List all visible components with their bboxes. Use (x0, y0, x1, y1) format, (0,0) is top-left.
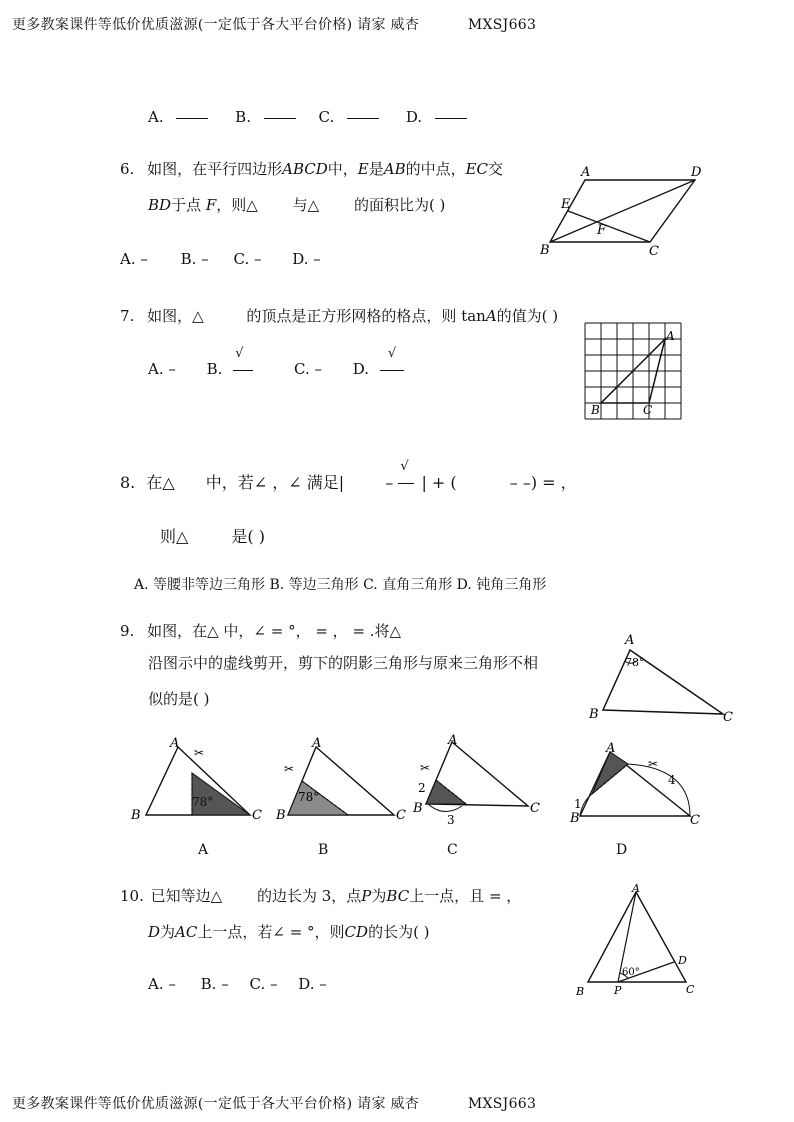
q7-text: 如图，△ (147, 307, 204, 325)
q7-text: 的顶点是正方形网格的格点，则 tan (246, 307, 486, 325)
side-label-1: 1 (574, 797, 582, 811)
q8-line2 (160, 524, 265, 547)
q9-line1 (120, 620, 401, 641)
q6-ab: AB (383, 160, 406, 178)
scissors-icon: ✂ (284, 762, 295, 776)
q8-options-text: A. 等腰非等边三角形 B. 等边三角形 C. 直角三角形 D. 钝角三角形 (134, 577, 547, 593)
fraction (398, 459, 416, 492)
option-b: B. – (180, 250, 209, 268)
q6-line2 (148, 194, 445, 215)
label-b: B (276, 808, 286, 823)
q6-text: 是 (368, 160, 384, 178)
q6-text: 于点 (171, 196, 202, 214)
label-a: A (312, 736, 322, 751)
shaded-triangle (592, 752, 628, 794)
option-c: C. – (294, 360, 322, 378)
label-a: A (606, 741, 616, 756)
q10-line2 (148, 921, 430, 942)
footer-code: MXSJ663 (467, 1096, 537, 1112)
blank-line (435, 118, 467, 119)
q6-text: 交 (488, 160, 504, 178)
option-a: A. – (148, 360, 176, 378)
side-label-2: 2 (418, 781, 426, 795)
label-c: C (643, 403, 653, 417)
label-d: D (691, 165, 702, 180)
q6-text: 的中点， (405, 160, 466, 178)
option-b: B. (206, 360, 223, 378)
header-text: 更多教案课件等低价优质滋源(一定低于各大平台价格) 请家 威杏 (12, 17, 420, 33)
label-b: B (413, 801, 423, 816)
q10-text: 为 (160, 923, 176, 941)
label-b: B (540, 243, 550, 258)
scissors-icon: ✂ (194, 746, 205, 760)
label-c: C (530, 801, 540, 816)
shaded-triangle (426, 780, 466, 804)
option-d: D. – (292, 250, 321, 268)
fraction (233, 346, 255, 378)
q10-ac: AC (175, 923, 198, 941)
option-b: B. – (200, 975, 229, 993)
option-d: D. (352, 360, 370, 378)
header-code: MXSJ663 (467, 17, 537, 33)
q9-main-triangle-figure (585, 628, 745, 728)
label-e: E (561, 197, 571, 212)
blank-line (347, 118, 379, 119)
q10-text: 为 (371, 887, 387, 905)
q9-caption-a: A (198, 842, 209, 858)
q10-text: 上一点，且 = ， (409, 887, 522, 905)
q5-options (148, 108, 467, 126)
q10-text: 上一点，若∠ = °，则 (197, 923, 345, 941)
triangle-abc (603, 650, 723, 714)
fraction-bar (398, 483, 414, 484)
q8-text: – –) = ， (509, 473, 577, 492)
label-b: B (576, 985, 585, 998)
q10-text: 已知等边△ (150, 887, 223, 905)
label-b: B (570, 811, 580, 826)
angle-label: 60° (622, 967, 640, 978)
option-d: D. (405, 108, 423, 126)
q9-caption-d: D (616, 842, 628, 858)
q6-abcd: ABCD (282, 160, 328, 178)
q10-bc: BC (386, 887, 410, 905)
q7-grid-figure (580, 318, 690, 426)
option-c: C. – (249, 975, 278, 993)
option-a: A. (148, 108, 164, 126)
label-c: C (252, 808, 262, 823)
label-a: A (581, 165, 591, 180)
blank-line (176, 118, 208, 119)
q9-option-b-figure (276, 735, 416, 830)
sqrt-sign: √ (235, 346, 244, 361)
q6-text: 与△ (292, 196, 320, 214)
q9-text: 如图，在△ 中，∠ = °， = ， = .将△ (147, 622, 402, 640)
q9-line3 (148, 688, 209, 709)
q10-options (148, 975, 327, 993)
q6-options (120, 250, 321, 268)
q6-text: 中， (327, 160, 358, 178)
q10-p: P (361, 887, 372, 905)
label-a: A (625, 633, 635, 648)
q10-equilateral-figure (570, 880, 710, 998)
q8-text: 则△ (160, 527, 189, 546)
side-label-3: 3 (447, 813, 455, 827)
q6-line1 (120, 158, 503, 179)
question-number: 8. (120, 473, 136, 492)
label-c: C (686, 983, 695, 996)
q8-text: – (385, 473, 394, 492)
q10-cd: CD (344, 923, 369, 941)
q8-text: 在△ (146, 473, 175, 492)
label-f: F (597, 223, 607, 238)
label-a: A (632, 882, 640, 895)
label-a: A (666, 329, 675, 343)
option-c: C. – (233, 250, 262, 268)
q6-text: 的面积比为( ) (353, 196, 446, 214)
option-a: A. – (148, 975, 176, 993)
option-a: A. – (120, 250, 148, 268)
q9-caption-c: C (447, 842, 458, 858)
q8-text: 是( ) (231, 527, 265, 546)
label-b: B (591, 403, 600, 417)
q9-option-a-figure (128, 735, 268, 830)
q6-f: F (205, 196, 217, 214)
q9-line2 (148, 652, 538, 673)
q9-option-d-figure (566, 738, 716, 833)
fraction-bar (233, 370, 253, 371)
label-c: C (649, 244, 659, 259)
label-c: C (396, 808, 406, 823)
q9-caption-b: B (318, 842, 329, 858)
label-b: B (589, 707, 599, 722)
angle-label: 78° (298, 790, 320, 804)
q9-text: 沿图示中的虚线剪开，剪下的阴影三角形与原来三角形不相 (148, 654, 539, 672)
fraction (380, 346, 406, 378)
q10-text: 的长为( ) (368, 923, 430, 941)
q7-line1 (120, 305, 558, 326)
sqrt-sign: √ (387, 346, 397, 361)
fraction-bar (380, 370, 404, 371)
q10-d: D (148, 923, 161, 941)
scissors-icon: ✂ (420, 761, 431, 775)
question-number: 6. (120, 160, 135, 178)
label-d: D (678, 954, 687, 967)
q10-line1 (120, 885, 521, 906)
question-number: 9. (120, 622, 135, 640)
footer-text: 更多教案课件等低价优质滋源(一定低于各大平台价格) 请家 威杏 (12, 1096, 420, 1112)
q8-text: 中，若∠ ，∠ 满足| (205, 473, 345, 492)
q6-e: E (357, 160, 369, 178)
q6-text: ，则△ (216, 196, 258, 214)
q6-parallelogram-figure (535, 162, 710, 262)
label-a: A (448, 733, 458, 748)
sqrt-sign: √ (400, 459, 409, 474)
page-footer (12, 1093, 536, 1113)
q7-options (148, 346, 406, 378)
angle-label: 78° (625, 656, 645, 669)
label-b: B (131, 808, 141, 823)
label-c: C (723, 710, 733, 725)
q9-option-c-figure (410, 732, 550, 832)
option-c: C. (318, 108, 335, 126)
page-header (12, 14, 536, 34)
q6-text: 如图，在平行四边形 (147, 160, 283, 178)
q7-a: A (485, 307, 497, 325)
q6-ec: EC (465, 160, 489, 178)
q9-text: 似的是( ) (148, 690, 210, 708)
label-c: C (690, 813, 700, 828)
label-a: A (170, 736, 180, 751)
q6-bd: BD (148, 196, 172, 214)
option-b: B. (235, 108, 251, 126)
q7-text: 的值为( ) (496, 307, 559, 325)
angle-label: 78° (192, 795, 214, 809)
q8-options (134, 574, 546, 594)
q8-text: | + ( (421, 473, 457, 492)
label-p: P (614, 984, 622, 997)
side-label-4: 4 (668, 773, 676, 787)
option-d: D. – (298, 975, 327, 993)
question-number: 10. (120, 887, 144, 905)
segment-ec (568, 211, 650, 242)
q8-line1 (120, 459, 577, 493)
q10-text: 的边长为 3，点 (256, 887, 362, 905)
blank-line (264, 118, 296, 119)
question-number: 7. (120, 307, 135, 325)
scissors-icon: ✂ (648, 757, 659, 771)
